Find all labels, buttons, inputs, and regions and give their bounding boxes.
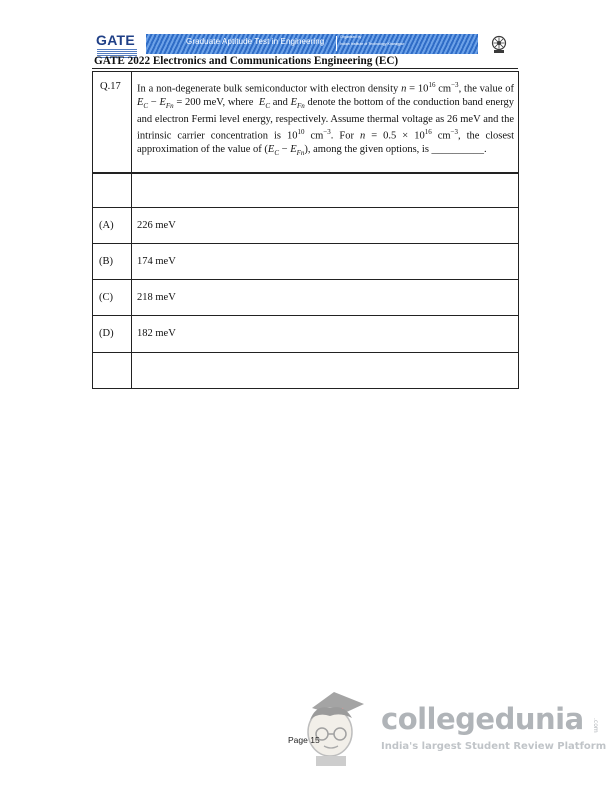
organizer-name: Indian Institute of Technology Kharagpur [340, 42, 405, 46]
title-divider [92, 68, 518, 69]
option-label-b: (B) [99, 256, 113, 267]
option-value-b: 174 meV [137, 256, 176, 267]
blank-row [92, 172, 519, 208]
watermark-dotcom: .com [592, 718, 599, 733]
blank-row-bottom [92, 352, 519, 389]
option-label-c: (C) [99, 292, 113, 303]
option-label-d: (D) [99, 328, 114, 339]
watermark-mascot-icon [294, 682, 378, 768]
option-value-a: 226 meV [137, 220, 176, 231]
organizer-label: Organised by [340, 35, 362, 39]
gate-logo-text: GATE [96, 32, 136, 48]
watermark-wordmark: collegedunia [381, 702, 584, 736]
answer-blank: __________. [431, 143, 487, 155]
exam-title: GATE 2022 Electronics and Communications Engineering (EC) [94, 55, 399, 67]
question-text: In a non-degenerate bulk semiconductor with electron density $n = 10^{16}$ $cm^{-3}$, the value of $E_C - E_{Fn} = 200$ meV, where $E_C$ and $E_{Fn}$ denote the bottom of the conduction band energy and electron Fermi level energy, respectively. Assume thermal voltage as 26 meV and the intrinsic carrier concentration is $10^{10}$ $cm^{-3}$. For $n = 0.5 \times 10^{16}$ $cm^{-3}$, the closest approximation of the value of $(E_C - E_{Fn})$, among the given options, is __________. [137, 81, 515, 157]
option-value-c: 218 meV [137, 292, 176, 303]
page-number: Page 15 [288, 735, 320, 745]
iit-emblem-icon [490, 35, 508, 55]
watermark-tagline: India's largest Student Review Platform [381, 741, 607, 752]
banner-title: Graduate Aptitude Test in Engineering [186, 37, 325, 46]
banner-divider [336, 36, 337, 51]
question-number: Q.17 [100, 81, 121, 92]
option-value-d: 182 meV [137, 328, 176, 339]
option-label-a: (A) [99, 220, 114, 231]
